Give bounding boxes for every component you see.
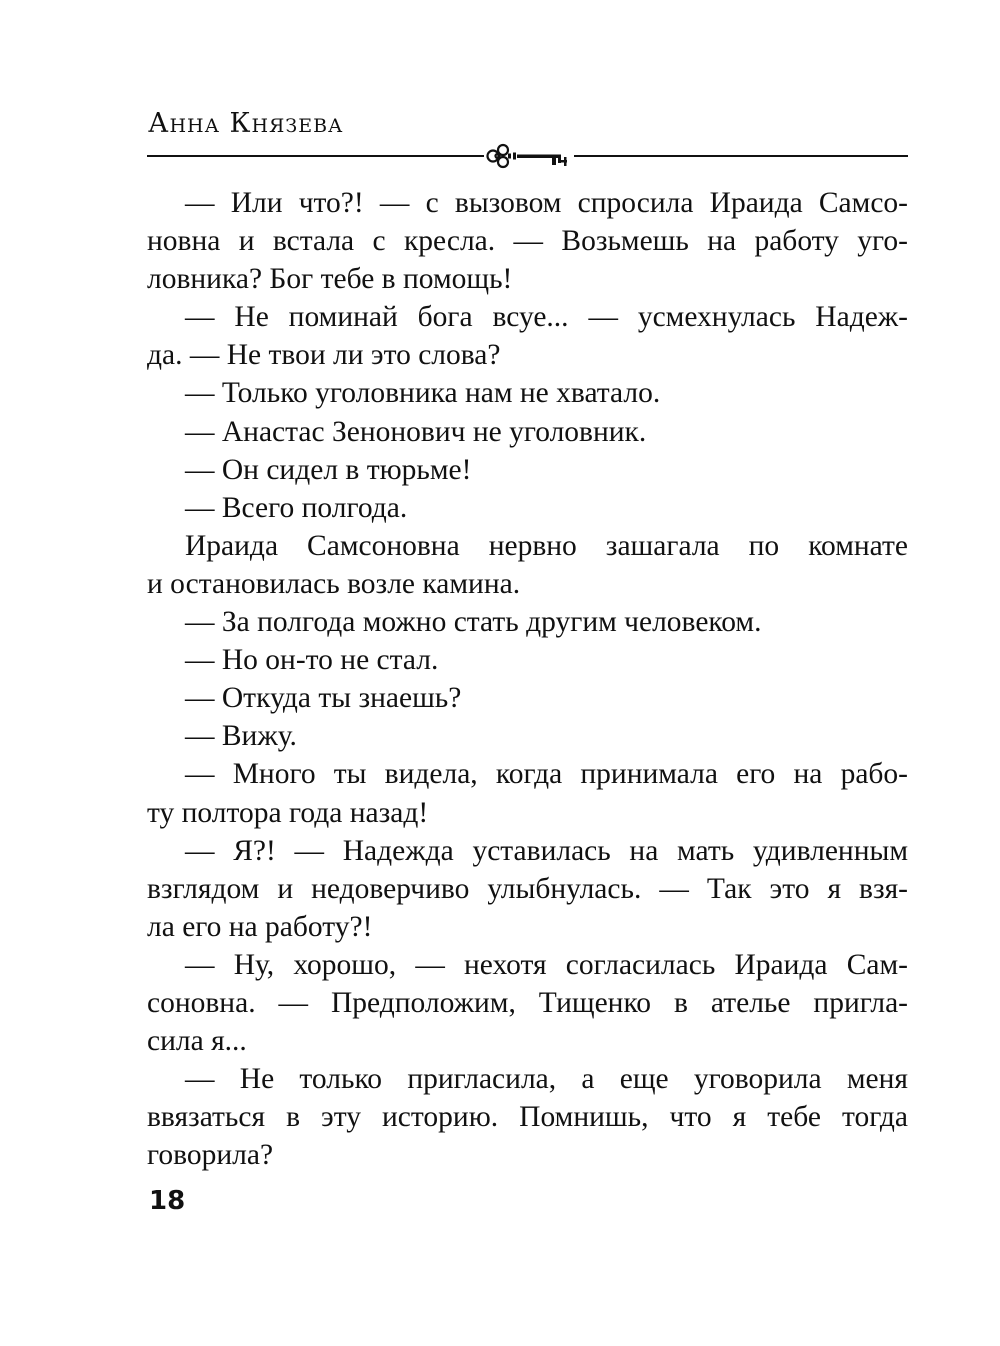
text-line: ла его на работу?! <box>147 910 373 943</box>
text-line: — Он сидел в тюрьме! <box>185 453 472 486</box>
text-line: — Не поминай бога всуе... — усмехнулась Надеж- <box>185 301 908 334</box>
key-icon <box>484 140 574 172</box>
running-header-author: Анна Князева <box>148 108 344 139</box>
text-line: — За полгода можно стать другим человеком. <box>185 606 762 639</box>
text-line: ввязаться в эту историю. Помнишь, что я тебе тогда <box>147 1101 908 1134</box>
text-line: новна и встала с кресла. — Возьмешь на работу уго- <box>147 225 908 258</box>
text-line: — Но он-то не стал. <box>185 644 439 677</box>
text-line: — Откуда ты знаешь? <box>185 682 462 715</box>
text-line: — Ну, хорошо, — нехотя согласилась Ираида Сам- <box>185 948 908 981</box>
text-line: — Я?! — Надежда уставилась на мать удивленным <box>185 834 908 867</box>
text-line: говорила? <box>147 1139 274 1172</box>
page-number: 18 <box>149 1186 186 1216</box>
text-line: — Анастас Зенонович не уголовник. <box>185 415 647 448</box>
text-line: Ираида Самсоновна нервно зашагала по комнате <box>185 529 908 562</box>
text-line: да. — Не твои ли это слова? <box>147 339 501 372</box>
text-line: ловника? Бог тебе в помощь! <box>147 263 513 296</box>
text-line: взглядом и недоверчиво улыбнулась. — Так это я взя- <box>147 872 908 905</box>
text-line: — Не только пригласила, а еще уговорила меня <box>185 1063 908 1096</box>
text-line: ту полтора года назад! <box>147 796 429 829</box>
page-body-text <box>147 184 908 1174</box>
text-line: — Только уголовника нам не хватало. <box>185 377 661 410</box>
text-line: сила я... <box>147 1025 247 1058</box>
text-line: — Или что?! — с вызовом спросила Ираида Самсо- <box>185 187 908 219</box>
text-line: соновна. — Предположим, Тищенко в ателье пригла- <box>147 986 908 1019</box>
text-line: — Вижу. <box>185 720 297 753</box>
text-line: — Много ты видела, когда принимала его на рабо- <box>185 758 908 791</box>
text-line: — Всего полгода. <box>185 491 408 524</box>
text-line: и остановилась возле камина. <box>147 567 521 600</box>
